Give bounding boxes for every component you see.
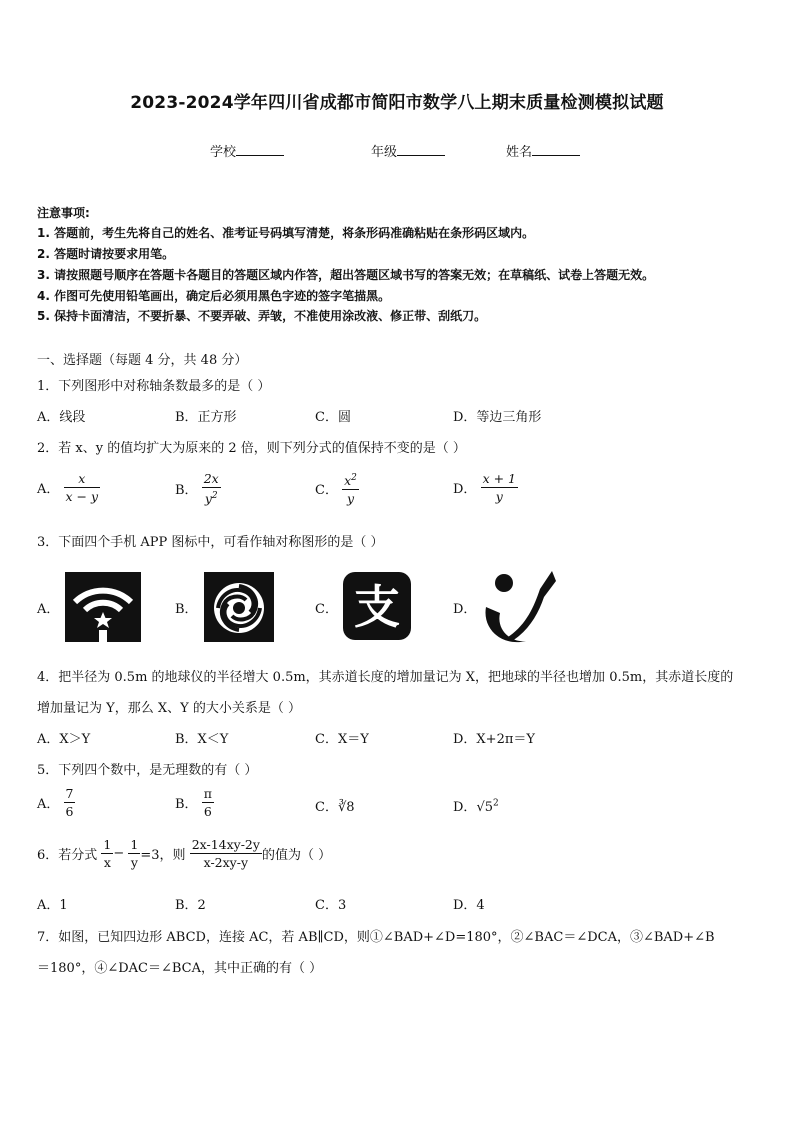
q2-option-a[interactable] xyxy=(37,470,100,505)
school-field[interactable] xyxy=(210,141,284,160)
school-label: 学校 xyxy=(210,145,237,160)
page-title: 2023-2024学年四川省成都市简阳市数学八上期末质量检测模拟试题 xyxy=(130,93,664,113)
notice-item: 1. 答题前，考生先将自己的姓名、准考证号码填写清楚，将条形码准确粘贴在条形码区域内。 xyxy=(37,226,535,240)
question-1-stem: 1．下列图形中对称轴条数最多的是（ ） xyxy=(37,379,271,394)
svg-text:支: 支 xyxy=(354,580,400,634)
fraction: $\frac{1}{x}$ xyxy=(103,837,112,870)
fraction: $\frac{x + 1}{y}$ xyxy=(482,471,517,504)
option-letter: D． xyxy=(453,482,477,497)
q5-option-b[interactable] xyxy=(175,785,214,820)
option-letter: A． xyxy=(37,797,60,812)
fraction: $\frac{1}{y}$ xyxy=(130,837,139,870)
q6-option-c[interactable]: C．3 xyxy=(315,898,347,913)
option-letter: C． xyxy=(315,483,338,499)
q3-option-b-label[interactable]: B． xyxy=(175,602,198,617)
q5-option-a[interactable] xyxy=(37,785,75,820)
question-3-stem: 3．下面四个手机 APP 图标中，可看作轴对称图形的是（ ） xyxy=(37,535,384,550)
fraction: $\frac{2x-14xy-2y}{x-2xy-y}$ xyxy=(191,837,260,870)
q6-option-a[interactable]: A．1 xyxy=(37,898,68,913)
option-letter: C． xyxy=(315,800,338,815)
q2-option-d[interactable] xyxy=(453,470,518,505)
option-letter: B． xyxy=(175,483,198,499)
q4-option-b[interactable]: B．X＜Y xyxy=(175,732,229,747)
name-label: 姓名 xyxy=(506,145,533,160)
q1-option-d[interactable]: D．等边三角形 xyxy=(453,410,542,425)
q6-option-d[interactable]: D．4 xyxy=(453,898,485,913)
q2-option-b[interactable] xyxy=(175,470,221,507)
grade-field[interactable] xyxy=(371,141,445,160)
fraction: $\frac{\pi}{6}$ xyxy=(203,786,212,819)
grade-label: 年级 xyxy=(371,145,398,160)
q4-option-a[interactable]: A．X＞Y xyxy=(37,732,91,747)
q6-option-b[interactable]: B．2 xyxy=(175,898,206,913)
swirl-app-icon[interactable] xyxy=(204,572,274,646)
question-5-stem: 5．下列四个数中，是无理数的有（ ） xyxy=(37,763,258,778)
question-6-stem: 6．若分式 $\frac{1}{x}$ − $\frac{1}{y}$ =3，则 $\frac{2x-14xy-2y}{x-2xy-y}$ 的值为（ ） xyxy=(37,837,332,870)
q1-option-c[interactable]: C．圆 xyxy=(315,410,351,425)
notice-item: 5. 保持卡面清洁，不要折暴、不要弄破、弄皱，不准使用涂改液、修正带、刮纸刀。 xyxy=(37,309,487,323)
q5-option-d[interactable]: D．$√5^2$ xyxy=(453,798,499,815)
question-7-line-2: ＝180°，④∠DAC＝∠BCA，其中正确的有（ ） xyxy=(37,961,323,976)
notice-item: 2. 答题时请按要求用笔。 xyxy=(37,247,175,261)
q1-option-b[interactable]: B．正方形 xyxy=(175,410,237,425)
question-7-line-1: 7．如图，已知四边形 ABCD，连接 AC，若 AB∥CD，则①∠BAD+∠D=180°，②∠BAC＝∠DCA，③∠BAD+∠B xyxy=(37,930,715,945)
cube-root: ∛8 xyxy=(337,800,355,815)
option-letter: B． xyxy=(175,797,198,812)
q4-option-c[interactable]: C．X＝Y xyxy=(315,732,369,747)
question-4-line-1: 4．把半径为 0.5m 的地球仪的半径增大 0.5m，其赤道长度的增加量记为 X，把地球的半径也增加 0.5m，其赤道长度的 xyxy=(37,670,734,685)
fraction: $\frac{x}{x - y}$ xyxy=(65,471,99,504)
alipay-app-icon[interactable] xyxy=(343,572,411,644)
option-letter: D． xyxy=(453,800,477,815)
wifi-app-icon[interactable] xyxy=(65,572,141,646)
section-heading: 一、选择题（每题 4 分，共 48 分） xyxy=(37,353,248,368)
fraction: $\frac{2x}{y^2}$ xyxy=(203,471,219,507)
notice-item: 3. 请按照题号顺序在答题卡各题目的答题区域内作答，超出答题区域书写的答案无效；在草稿纸、试卷上答题无效。 xyxy=(37,268,655,282)
q3-option-c-label[interactable]: C． xyxy=(315,602,338,617)
question-2-stem: 2．若 x、y 的值均扩大为原来的 2 倍，则下列分式的值保持不变的是（ ） xyxy=(37,441,466,456)
q4-option-d[interactable]: D．X+2π＝Y xyxy=(453,732,535,747)
fraction: $\frac{7}{6}$ xyxy=(65,786,74,819)
fraction: $\frac{x^2}{y}$ xyxy=(342,470,359,507)
question-4-line-2: 增加量记为 Y，那么 X、Y 的大小关系是（ ） xyxy=(37,701,301,716)
notice-heading: 注意事项: xyxy=(37,206,90,220)
q5-option-c[interactable] xyxy=(315,796,355,815)
person-logo-icon[interactable] xyxy=(482,567,558,651)
q1-option-a[interactable]: A．线段 xyxy=(37,410,86,425)
q3-option-a-label[interactable]: A． xyxy=(37,602,60,617)
option-letter: A． xyxy=(37,482,60,497)
q2-option-c[interactable] xyxy=(315,470,359,507)
notice-item: 4. 作图可先使用铅笔画出，确定后必须用黑色字迹的签字笔描黑。 xyxy=(37,289,391,303)
q3-option-d-label[interactable]: D． xyxy=(453,602,477,617)
name-field[interactable] xyxy=(506,141,580,160)
square-root: √5 xyxy=(476,800,493,815)
